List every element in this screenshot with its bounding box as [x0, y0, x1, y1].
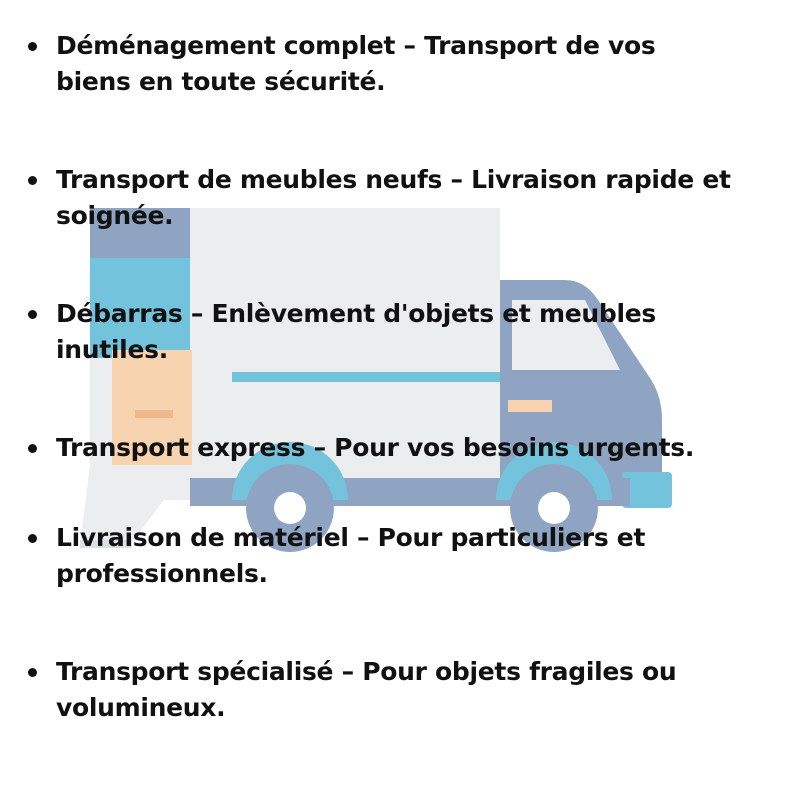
bullet-icon: [28, 176, 37, 185]
service-item-demenagement: [28, 28, 788, 100]
service-text-line2: professionnels.: [56, 559, 268, 588]
bullet-icon: [28, 668, 37, 677]
service-text-line1: Débarras – Enlèvement d'objets et meubles: [56, 299, 656, 328]
service-text-line1: Déménagement complet – Transport de vos: [56, 31, 656, 60]
service-item-express: [28, 430, 788, 466]
service-item-debarras: [28, 296, 788, 368]
service-text-line2: soignée.: [56, 201, 174, 230]
service-item-specialise: [28, 654, 788, 726]
service-text-line1: Transport de meubles neufs – Livraison rapide et: [56, 165, 731, 194]
service-text-line2: volumineux.: [56, 693, 226, 722]
bullet-icon: [28, 310, 37, 319]
service-text-line1: Livraison de matériel – Pour particuliers et: [56, 523, 646, 552]
service-item-livraison-materiel: [28, 520, 788, 592]
bullet-icon: [28, 444, 37, 453]
service-item-meubles-neufs: [28, 162, 788, 234]
service-text-line1: Transport express – Pour vos besoins urgents.: [56, 433, 695, 462]
service-text-line2: inutiles.: [56, 335, 168, 364]
service-text-line2: biens en toute sécurité.: [56, 67, 386, 96]
bullet-icon: [28, 534, 37, 543]
service-text-line1: Transport spécialisé – Pour objets fragiles ou: [56, 657, 677, 686]
bullet-icon: [28, 42, 37, 51]
